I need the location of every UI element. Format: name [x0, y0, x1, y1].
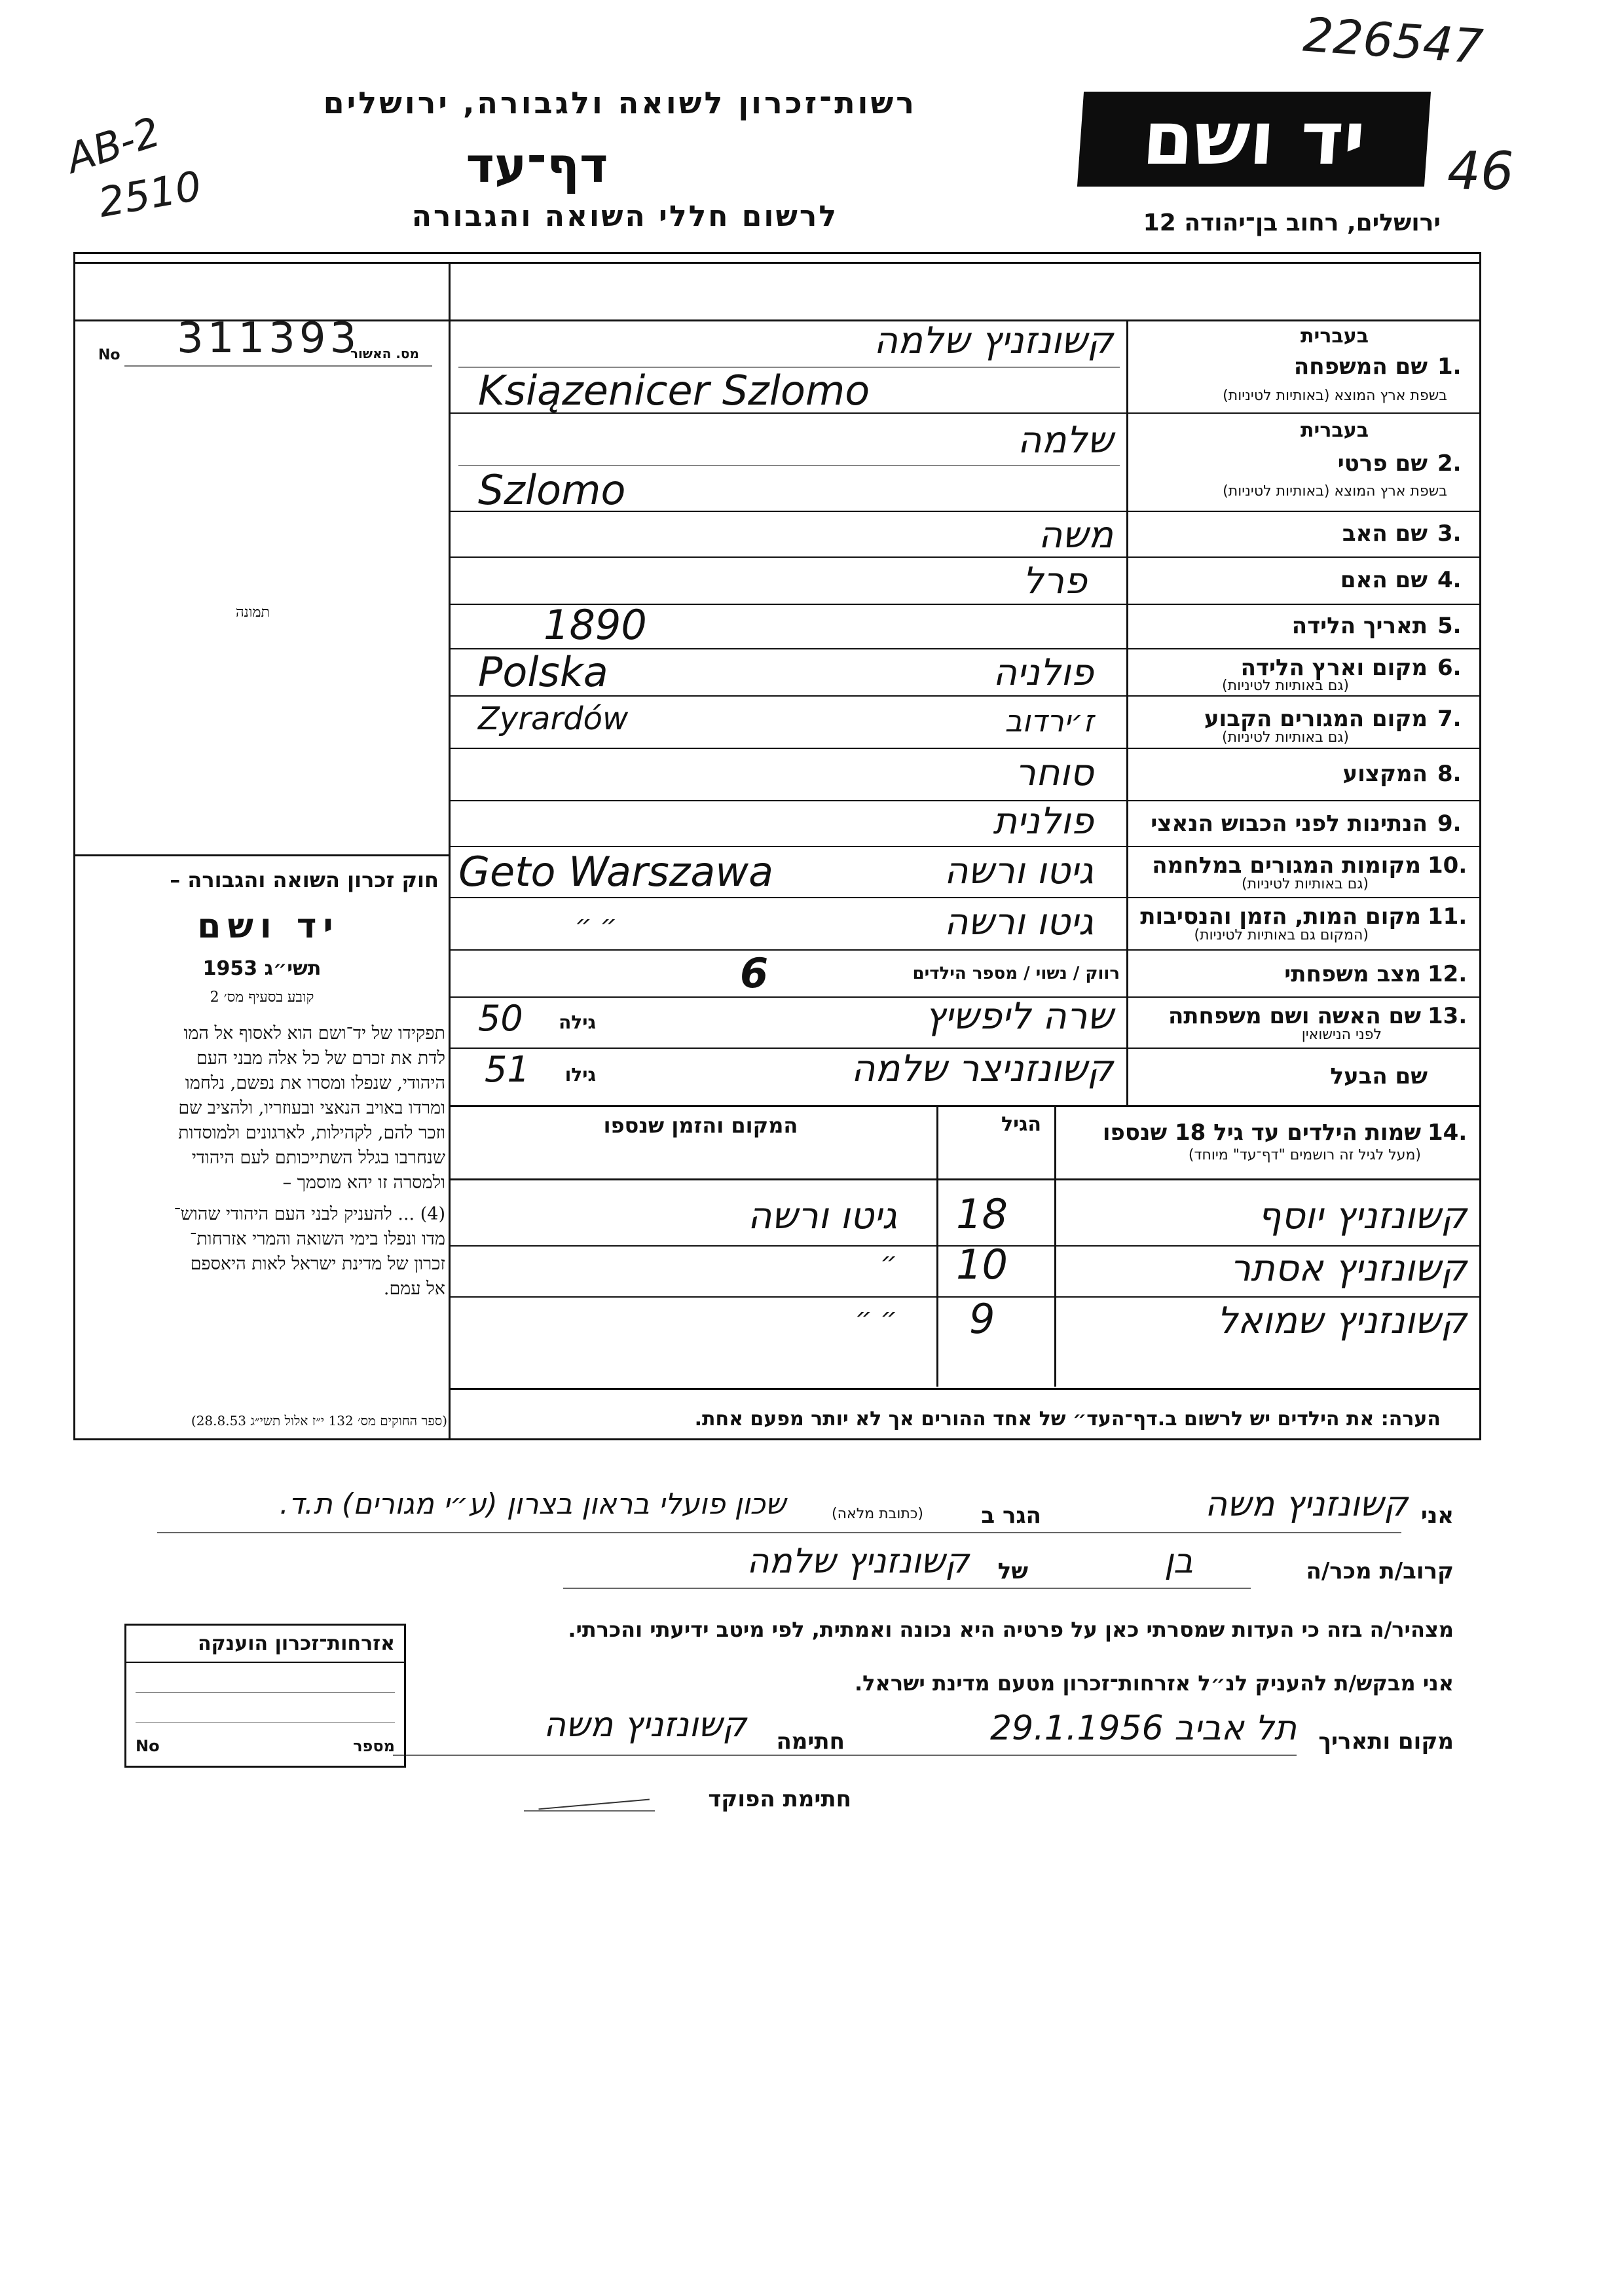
law-text-line: לדת את זכרם של כל אלה מבני העם	[196, 1048, 445, 1068]
field-6-sub: (גם באותיות לטיניות)	[1222, 678, 1349, 694]
field-9-label: הנתינות לפני הכבוש הנאצי	[1151, 811, 1428, 837]
field-13-value-he: שרה ליפשיץ	[925, 995, 1113, 1038]
children-note: הערה: את הילדים יש לרשום ב.דף־העד״ של אחד ההורים אך לא יותר מפעם אחת.	[694, 1408, 1441, 1430]
field-8-value-he: סוחר	[1015, 752, 1094, 794]
field-13-age-label: גילה	[559, 1011, 596, 1033]
husband-age-label: גילו	[564, 1064, 596, 1085]
field-5-number: 5.	[1437, 613, 1462, 639]
law-text-line: ומרדו באויב הנאצי ובעוזריו, ולהציב שם	[178, 1098, 445, 1118]
address-hint: (כתובת מלאה)	[832, 1506, 923, 1522]
relation-value: בן	[1164, 1542, 1194, 1581]
field-4-number: 4.	[1437, 567, 1462, 593]
field-2-sub-latin: בשפת ארץ המוצא (באותיות לטיניות)	[1223, 483, 1447, 500]
field-3-number: 3.	[1437, 520, 1462, 547]
field-8-label: המקצוע	[1342, 761, 1428, 787]
child-age: 9	[969, 1295, 995, 1343]
field-11-sub: (המקום גם באותיות לטיניות)	[1194, 927, 1369, 943]
citizenship-number-sign: No	[136, 1737, 160, 1755]
field-11-value-he: גיטו ורשה	[944, 901, 1094, 943]
cert-label: מס. האשור	[350, 346, 419, 361]
law-reference: (ספר החוקים מס׳ 132 י״ז אלול תשי״ג 28.8.53)	[191, 1413, 447, 1429]
field-10-value-he: גיטו ורשה	[944, 850, 1094, 892]
place-date-label: מקום ותאריך	[1318, 1728, 1454, 1755]
field-6-value-latin: Polska	[478, 648, 608, 696]
children-number: 14.	[1428, 1120, 1467, 1146]
field-2-value-he: שלמה	[1017, 419, 1113, 462]
law-text	[82, 1021, 445, 1302]
address: ירושלים, רחוב בן־יהודה 12	[1143, 210, 1441, 236]
field-7-number: 7.	[1437, 706, 1462, 732]
law-title: חוק זכרון השואה והגבורה –	[170, 867, 439, 892]
of-value: קשונזניץ שלמה	[747, 1542, 969, 1581]
husband-value-he: קשונזניצר שלמה	[851, 1048, 1113, 1090]
field-1-number: 1.	[1437, 354, 1462, 380]
field-13-number: 13.	[1428, 1003, 1467, 1029]
field-5-label: תאריך הלידה	[1291, 613, 1428, 639]
field-3-label: שם האב	[1342, 520, 1428, 547]
yad-vashem-logo	[1077, 92, 1431, 187]
field-12-number: 12.	[1428, 961, 1467, 987]
field-13-label: שם האשה ושם משפחתה	[1168, 1003, 1421, 1029]
field-4-value-he: פרל	[1022, 560, 1087, 602]
field-3-value-he: משה	[1038, 514, 1113, 556]
official-signature	[536, 1766, 650, 1810]
place-date-value: תל אביב 29.1.1956	[990, 1709, 1297, 1748]
page-mark: 46	[1447, 141, 1514, 202]
field-11-label: מקום המות, הזמן והנסיבות	[1140, 903, 1421, 930]
field-6-label: מקום וארץ הלידה	[1240, 655, 1428, 681]
field-5-value: 1890	[544, 601, 647, 649]
resident-label: הגר ב	[981, 1503, 1041, 1529]
husband-label: שם הבעל	[1330, 1063, 1428, 1089]
child-name: קשונזניץ שמואל	[1217, 1300, 1467, 1342]
children-label: שמות הילדים עד גיל 18 שנספו	[1102, 1120, 1421, 1146]
org-name: רשות־זכרון לשואה ולגבורה, ירושלים	[323, 85, 917, 120]
child-name: קשונזניץ יוסף	[1257, 1195, 1467, 1237]
law-text-line: תפקידו של יד־ושם הוא לאסוף אל המו	[183, 1023, 445, 1044]
declarant-name: קשונזניץ משה	[1205, 1485, 1408, 1524]
of-label: של	[997, 1558, 1028, 1584]
citizenship-number-label: מספר	[353, 1737, 395, 1755]
field-10-sub: (גם באותיות לטיניות)	[1242, 876, 1369, 892]
field-4-label: שם האם	[1340, 567, 1428, 593]
children-sub: (מעל לגיל זה רושמים "דף־עד" מיוחד)	[1188, 1147, 1421, 1163]
field-2-number: 2.	[1437, 450, 1462, 477]
child-place: ״	[880, 1247, 897, 1277]
field-1-sub-he: בעברית	[1301, 325, 1369, 348]
field-7-label: מקום המגורים הקבוע	[1204, 706, 1428, 732]
form-title: דף־עד	[466, 137, 608, 194]
law-text-line: שנחרבו בגלל השתייכותם לעם היהודי	[191, 1148, 445, 1168]
field-12-children-count: 6	[740, 949, 769, 997]
law-text-line: מדו ונפלו בימי השואה והמרי אזרחות־	[189, 1229, 445, 1249]
field-11-number: 11.	[1428, 903, 1467, 930]
field-12-label: מצב משפחתי	[1284, 961, 1421, 987]
declaration-statement: מצהיר/ה בזה כי העדות שמסרתי כאן על פרטיה היא נכונה ואמתית, לפי מיטב ידיעתי והכרתי.	[568, 1617, 1454, 1642]
field-6-value-he: פולניה	[993, 651, 1094, 694]
law-year: תשי״ג 1953	[202, 957, 322, 980]
signature-value: קשונזניץ משה	[544, 1705, 747, 1745]
law-text-line: אל עמם.	[383, 1279, 445, 1299]
address-value: שכון פועלי בראון בצרון (ע״י מגורים) ת.ד.	[279, 1487, 786, 1521]
field-13-sub: לפני הנישואין	[1301, 1027, 1382, 1043]
cert-no-sign: No	[98, 347, 120, 363]
declaration-i-label: אני	[1420, 1503, 1454, 1529]
form-subtitle: לרשום חללי השואה והגבורה	[411, 200, 838, 233]
law-text-line: היהודי, שנפלו ומסרו את נפשם, נלחמו	[185, 1073, 445, 1093]
field-1-sub-latin: בשפת ארץ המוצא (באותיות לטיניות)	[1223, 388, 1447, 404]
law-text-line: ולמסרה זו יהא מוסמך –	[282, 1173, 445, 1193]
field-2-sub-he: בעברית	[1301, 419, 1369, 442]
field-9-number: 9.	[1437, 811, 1462, 837]
children-age-header: הגיל	[1001, 1113, 1041, 1136]
child-place: ״ ״	[855, 1303, 897, 1333]
husband-age: 51	[485, 1049, 530, 1090]
signature-label: חתימה	[776, 1728, 845, 1755]
relation-label: קרוב/ת מכר/ה	[1306, 1558, 1454, 1584]
field-10-label: מקומות המגורים במלחמה	[1152, 852, 1421, 879]
field-11-ditto: ״ ״	[574, 910, 618, 940]
law-text-line: וזכר להם, לקהילות, לארגונים ולמוסדות	[178, 1123, 445, 1143]
law-name: יד ושם	[197, 907, 340, 946]
citizenship-title: אזרחות־זכרון הוענקה	[126, 1626, 404, 1663]
children-place-header: המקום והזמן שנספו	[603, 1113, 798, 1138]
field-7-value-latin: Zyrardów	[478, 701, 629, 737]
official-signature-label: חתימת הפוקד	[708, 1786, 851, 1812]
archive-number: 226547	[1301, 7, 1485, 75]
field-1-value-he: קשונזניץ שלמה	[874, 319, 1113, 362]
field-6-number: 6.	[1437, 655, 1462, 681]
law-section: קובע בסעיף מס׳ 2	[210, 989, 314, 1006]
field-2-value-latin: Szlomo	[478, 466, 626, 514]
child-age: 18	[956, 1190, 1008, 1238]
cert-number: 311393	[177, 314, 361, 363]
law-text-line: (4) ... להעניק לבני העם היהודי שהוש־	[174, 1204, 445, 1224]
field-7-sub: (גם באותיות לטיניות)	[1222, 729, 1349, 746]
field-7-value-he: ז׳ירדוב	[1005, 703, 1094, 738]
field-1-label: שם המשפחה	[1293, 354, 1428, 380]
field-12-sub: רווק / נשוי / מספר הילדים	[912, 964, 1120, 983]
citizenship-box	[124, 1624, 406, 1768]
field-10-number: 10.	[1428, 852, 1467, 879]
photo-label: תמונה	[236, 604, 270, 621]
law-text-line: זכרון של מדינת ישראל לאות היאספם	[190, 1254, 445, 1274]
child-age: 10	[956, 1241, 1008, 1288]
logo-text: יד ושם	[1139, 96, 1369, 181]
field-8-number: 8.	[1437, 761, 1462, 787]
field-9-value-he: פולנית	[993, 800, 1094, 843]
field-13-age: 50	[478, 998, 523, 1039]
field-1-value-latin: Ksiązenicer Szlomo	[478, 367, 870, 414]
ref-number: 2510	[94, 161, 205, 227]
declaration-request: אני מבקש/ת להעניק לנ״ל אזרחות־זכרון מטעם מדינת ישראל.	[855, 1671, 1454, 1696]
field-2-label: שם פרטי	[1337, 450, 1428, 477]
field-10-value-latin: Geto Warszawa	[458, 848, 774, 896]
ref-code: AB-2	[60, 107, 166, 183]
child-place: גיטו ורשה	[747, 1195, 897, 1237]
child-name: קשונזניץ אסתר	[1230, 1247, 1467, 1290]
